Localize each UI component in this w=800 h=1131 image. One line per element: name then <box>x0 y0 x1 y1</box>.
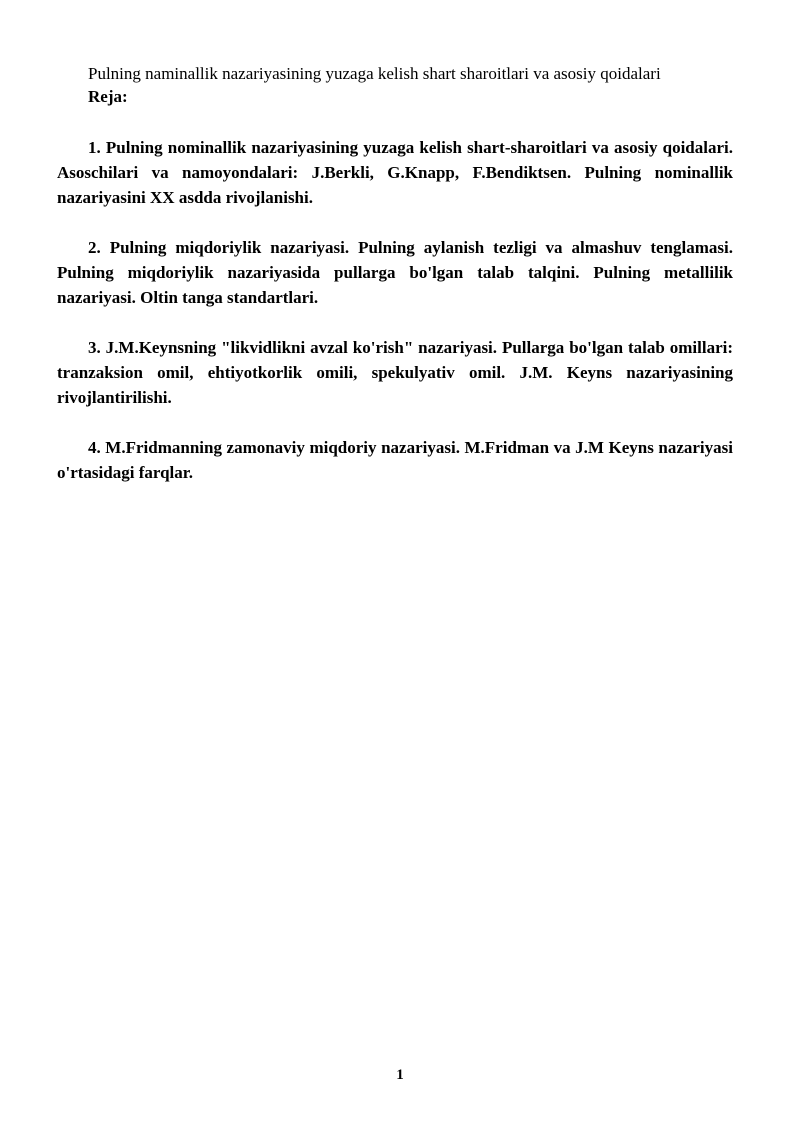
plan-item-2: 2. Pulning miqdoriylik nazariyasi. Pulning aylanish tezligi va almashuv tenglamasi. Pulning miqdoriylik nazariyasida pullarga bo'lgan talab talqini. Pulning metallilik nazariyasi. Oltin tanga standartlari. <box>57 238 733 307</box>
plan-heading: Reja: <box>88 87 128 106</box>
document-title: Pulning naminallik nazariyasining yuzaga kelish shart sharoitlari va asosiy qoidalari <box>88 64 661 83</box>
plan-item-1: 1. Pulning nominallik nazariyasining yuzaga kelish shart-sharoitlari va asosiy qoidalari. Asoschilari va namoyondalari: J.Berkli, G.Knapp, F.Bendiktsen. Pulning nominallik nazariyasini XX asdda rivojlanishi. <box>57 138 733 207</box>
plan-item-4: 4. M.Fridmanning zamonaviy miqdoriy nazariyasi. M.Fridman va J.M Keyns nazariyasi o'rtasidagi farqlar. <box>57 438 733 482</box>
page-number: 1 <box>396 1067 404 1083</box>
plan-list <box>57 135 733 510</box>
plan-item-3: 3. J.M.Keynsning "likvidlikni avzal ko'rish" nazariyasi. Pullarga bo'lgan talab omillari: tranzaksion omil, ehtiyotkorlik omili, spekulyativ omil. J.M. Keyns nazariyasining rivojlantirilishi. <box>57 338 733 407</box>
